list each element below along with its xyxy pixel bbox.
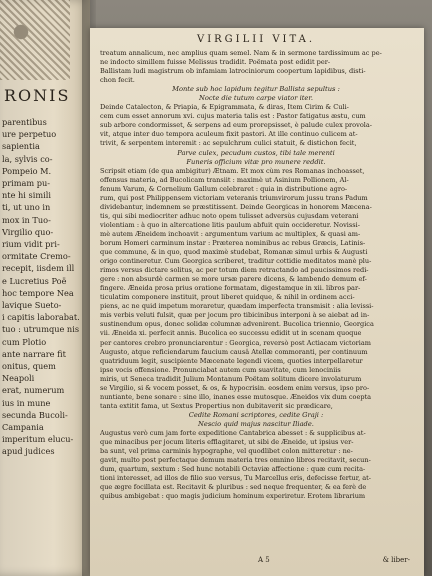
left-text-line: parentibus [2, 117, 47, 127]
text-line: fenum Varum, & Cornelium Gallum celebraret : quia in distributione agro- [100, 184, 348, 193]
text-line: nuntiante, bene sonare : sine illo, inanes esse mutosque. Æneidos vix dum coepta [100, 392, 372, 401]
text-line: se Virgilio, si & vocem posset, & os, & hypocrisin. eosdem enim versus, ipso pro- [100, 383, 370, 392]
left-text-line: la, sylvis co- [2, 153, 53, 164]
text-line: fingere. Æneida prosa prius oratione formatam, digestamque in xii. libros par- [100, 284, 361, 293]
text-line: mè autem Æneidem inchoavit : argumentum varium ac multiplex, & quasi am- [100, 229, 361, 238]
text-line: miris, ut Seneca tradidit Julium Montanum Poëtam solitum dicere involaturum [100, 374, 362, 383]
left-text-line: apud judices [2, 446, 55, 457]
text-line: que minacibus per jocum literis efflagitaret, ut sibi de Æneide, ut ipsius ver- [100, 438, 354, 447]
text-line: Deinde Catalecton, & Priapia, & Epigrammata, & diras, Item Cirim & Culi- [100, 103, 349, 112]
text-line: origo contineretur. Cum Georgica scriberet, traditur cottidie meditatos manè plu- [100, 257, 372, 266]
left-text-line: Virgilio quo- [2, 226, 54, 237]
running-head-title: VIRGILII VITA. [196, 34, 316, 45]
text-line: offensus materia, ad Bucolicam transiit : maximè ut Asinium Pollionem, Al- [100, 175, 349, 184]
text-line: ba sunt, vel prima carminis hypographe, vel quodlibet colon mitteretur : ne- [100, 447, 353, 456]
verse-line: Funeris officium vitæ pro munere reddit. [186, 157, 326, 166]
text-line: tioni interesset, ad illos de filio suo versus, Tu Marcellus eris, defecisse fertur, at- [100, 474, 372, 483]
text-line: borum Homeri carminum instar : Præterea nominibus ac rebus Græcis, Latinis- [100, 238, 366, 247]
left-text-line: cum Plotio [2, 336, 47, 347]
main-page [90, 28, 424, 576]
left-text-line: imperitum elucu- [2, 434, 74, 445]
left-text-line: ante narrare fit [2, 348, 66, 359]
verse-line: Parve culex, pecudum custos, tibi tale merenti [177, 148, 335, 157]
left-text-line: hoc tempore Nea [2, 287, 74, 298]
text-line: ne indocto simillem fuisse Melissus tradidit. Poëmata post edidit per- [100, 58, 331, 67]
catchword: & liber- [382, 556, 410, 564]
text-line: ticulatim componere instituit, prout liberet quidque, & nihil in ordinem acci- [100, 293, 355, 302]
left-text-line: primam pu- [2, 178, 51, 189]
left-text-line: recepit, iisdem ill [2, 263, 75, 274]
left-text-line: secunda Bucoli- [2, 409, 68, 420]
main-body-text [100, 49, 412, 501]
text-line: Ballistam ludi magistrum ob infamiam latrociniorum coopertum lapidibus, disti- [100, 67, 366, 76]
text-line: mis verbis veluti fulsit, quæ per jocum pro tibicinibus interponi à se aiebat ad in- [100, 311, 370, 320]
verse-line: Nocte die tutum carpe viator iter. [199, 94, 313, 103]
left-text-line: i capitis laborabat. [2, 312, 80, 323]
text-line: gavit, multo post perfectaque demum materia tres omnino libros recitavit, secun- [100, 456, 371, 465]
ornament-woodcut [0, 0, 70, 80]
text-line: dum, quartum, sextum : Sed hunc notabili Octaviæ affectione : quæ cum recita- [100, 465, 366, 474]
text-line: vii. Æneida xi. perfecit annis. Bucolica eo successu edidit ut in scenam quoque [100, 329, 362, 338]
left-text-line: e Lucretius Poë [2, 275, 67, 286]
text-line: quatriduum legit, suscipiente Mæcenate legendi vicem, quoties interpellaretur [100, 356, 363, 365]
text-line: tanta extitit fama, ut Sextus Propertius non dubitaverit sic prædicare, [100, 401, 333, 410]
left-page-heading: RONIS [4, 86, 71, 105]
left-text-line: onitus, quem [2, 361, 56, 372]
left-text-line: rium vidit pri- [2, 239, 60, 250]
text-line: treatum annalicum, nec amplius quam semel. Nam & in sermone tardissimum ac pe- [100, 49, 382, 57]
left-text-line: nte hi simili [2, 190, 51, 201]
text-line: violentiam : à quo in altercatione litis paulum abfuit quin occideretur. Novissi- [100, 220, 360, 229]
text-line: quibus ambigebat : quo magis judicium hominum experiretur. Erotem librarium [100, 492, 366, 501]
running-head [100, 34, 412, 45]
text-line: que ægre focillata est. Recitavit & pluribus : sed neque frequenter, & ea ferè de [100, 483, 367, 492]
text-line: piens, ac ne quid impetum moraretur, quædam imperfecta transmisit : alia levissi- [100, 302, 374, 311]
left-text-line: erat, numerum [2, 385, 65, 396]
left-facing-page [0, 0, 90, 576]
left-text-line: ormitate Cremo- [2, 251, 71, 262]
left-text-line: mox in Tuo- [2, 214, 51, 225]
verse-line: Nescio quid majus nascitur Iliade. [198, 419, 314, 428]
left-text-line: sapientia [2, 141, 40, 152]
text-line: rimos versus dictare solitus, ac per totum diem retractando ad paucissimos redi- [100, 266, 369, 275]
text-line: tis, qui sibi mediocriter adhuc noto opem tulisset adversùs cujusdam veterani [100, 211, 359, 220]
left-text-line: ure perpetuo [2, 129, 57, 140]
left-text-line: Neapoli [2, 373, 35, 384]
verse-line: Cedite Romani scriptores, cedite Graji : [188, 410, 324, 419]
text-line: Scripsit etiam (de qua ambigitur) Ætnam. Et mox cùm res Romanas inchoasset, [100, 166, 365, 175]
left-text-line: ius in mune [2, 397, 51, 408]
left-text-line: ti, ut uno in [2, 202, 51, 213]
text-line: sustinendum opus, donec solidæ columnæ advenirent. Bucolica triennio, Georgica [100, 320, 374, 329]
text-line: chon fecit. [100, 76, 135, 85]
text-line: cem cum esset annorum xvi. cujus materia talis est : Pastor fatigatus æstu, cum [100, 112, 366, 121]
text-line: Augustus verò cum jam forte expeditione Cantabrica abesset : & supplicibus at- [100, 428, 366, 437]
text-line: rum, qui post Philippensem victoriam veteranis triumvirorum jussu trans Padum [100, 193, 368, 202]
left-text-line: lavique Sueto- [2, 300, 62, 311]
text-line: Augusto, atque reficiendarum faucium causâ Atellæ commoranti, per continuum [100, 347, 368, 356]
text-line: dividebantur, indemnem se præstitissent. Deinde Georgicas in honorem Mæcena- [100, 202, 372, 211]
text-line: ipse vocis offensione. Pronunciabat autem cum suavitate, cum lenociniis [100, 365, 341, 374]
verse-line: Monte sub hoc lapidum tegitur Ballista sepultus : [172, 85, 340, 94]
text-line: trivit, & serpentem interemit : ac sepulchrum culici statuit, & distichon fecit, [100, 139, 357, 148]
signature-mark: A 5 [258, 556, 270, 564]
text-line: que commune, & in quo, quod maximè studebat, Romanæ simul urbis & Augusti [100, 248, 368, 257]
left-text-line: Pompeio M. [2, 165, 52, 176]
text-line: sub arbore condormisset, & serpens ad eum prorepsisset, è palude culex provola- [100, 121, 372, 130]
text-line: vit, atque inter duo tempora aculeum fixit pastori. At ille continuo culicem at- [100, 130, 358, 139]
text-line: gere : non absurdè carmen se more ursæ parere dicens, & lambendo demum ef- [100, 275, 367, 284]
left-text-line: Campania [2, 422, 44, 433]
text-line: per cantores crebro pronunciarentur : Georgica, reversò post Actiacam victoriam [100, 338, 371, 347]
left-page-text [2, 116, 86, 458]
left-text-line: tuo : utrumque nis [2, 324, 80, 335]
